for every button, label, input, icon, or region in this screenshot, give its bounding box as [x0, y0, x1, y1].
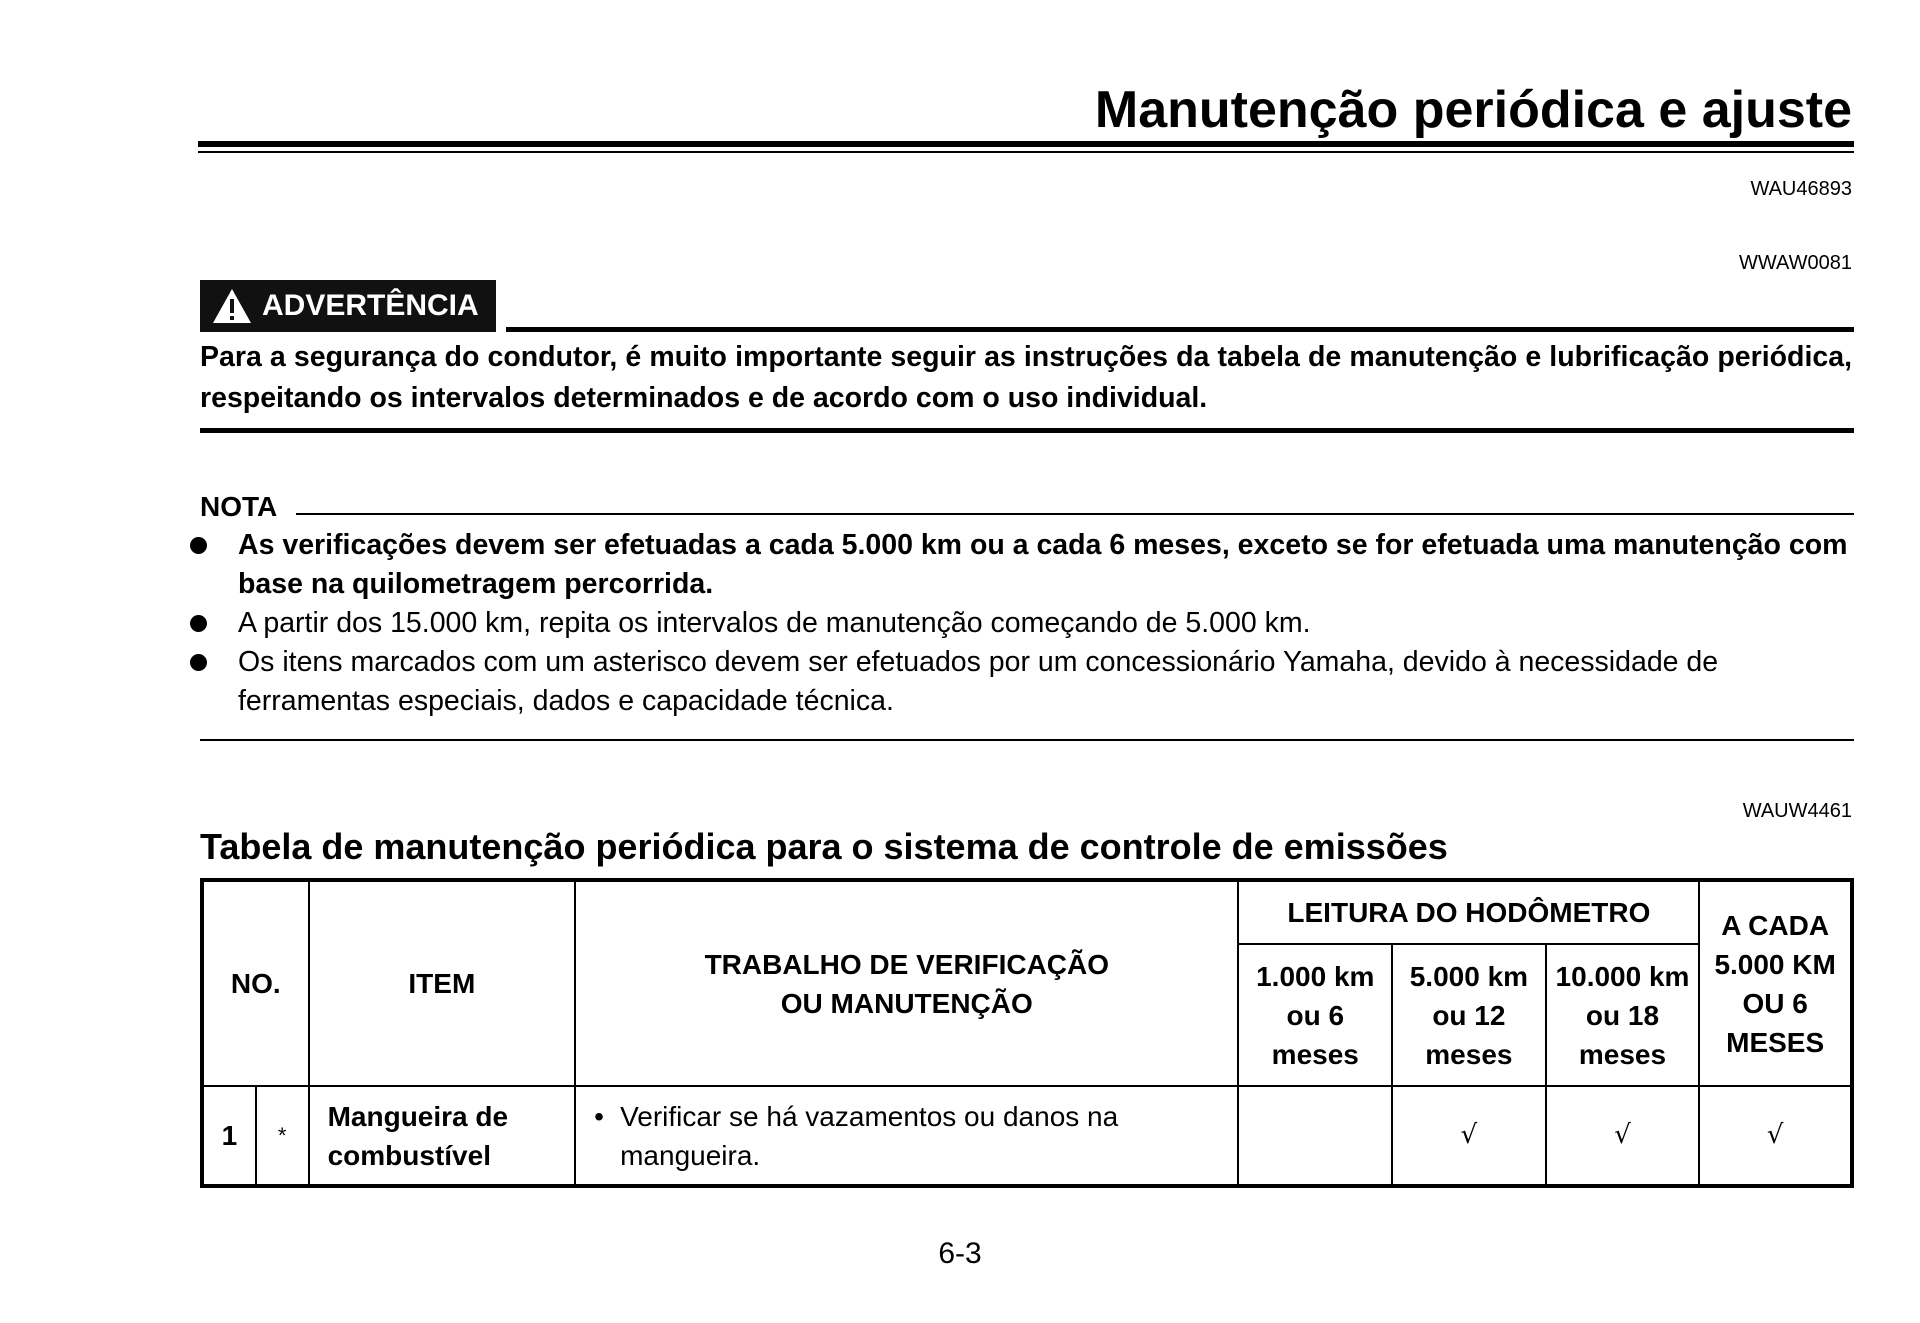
note-rule-top [296, 513, 1854, 515]
header-interval-3: 10.000 km ou 18 meses [1546, 944, 1700, 1086]
bullet-icon [190, 615, 207, 632]
note-label: NOTA [200, 491, 278, 522]
warning-triangle-icon [212, 288, 252, 324]
header-work: TRABALHO DE VERIFICAÇÃO OU MANUTENÇÃO [575, 880, 1238, 1086]
maintenance-table [200, 878, 1854, 1188]
warning-rule-bottom [200, 428, 1854, 433]
note-rule-bottom [200, 739, 1854, 741]
bullet-icon: • [594, 1100, 604, 1132]
note-item: A partir dos 15.000 km, repita os intervalos de manutenção começando de 5.000 km. [190, 604, 1852, 643]
header-rule-thick [198, 141, 1854, 147]
note-list [190, 526, 1852, 721]
warning-text: Para a segurança do condutor, é muito importante seguir as instruções da tabela de manutenção e lubrificação periódica, respeitando os intervalos determinados e de acordo com o uso individual. [200, 341, 1852, 414]
header-interval-1: 1.000 km ou 6 meses [1238, 944, 1392, 1086]
row-check-10000: √ [1546, 1086, 1700, 1186]
bullet-icon [190, 537, 207, 554]
page-title: Manutenção periódica e ajuste [1094, 81, 1852, 139]
section-title: Tabela de manutenção periódica para o sistema de controle de emissões [200, 826, 1448, 867]
header-odometer: LEITURA DO HODÔMETRO [1238, 880, 1699, 944]
row-check-every: √ [1699, 1086, 1852, 1186]
row-work: • Verificar se há vazamentos ou danos na mangueira. [575, 1086, 1238, 1186]
document-code: WAU46893 [1750, 178, 1852, 200]
warning-badge [200, 280, 496, 332]
warning-code: WWAW0081 [1739, 252, 1852, 274]
note-item: As verificações devem ser efetuadas a cada 5.000 km ou a cada 6 meses, exceto se for efetuada uma manutenção com base na quilometragem percorrida. [190, 526, 1852, 604]
row-asterisk: * [256, 1086, 309, 1186]
bullet-icon [190, 654, 207, 671]
note-item: Os itens marcados com um asterisco devem ser efetuados por um concessionário Yamaha, devido à necessidade de ferramentas especiais, dados e capacidade técnica. [190, 643, 1852, 721]
warning-label: ADVERTÊNCIA [262, 289, 479, 322]
header-interval-2: 5.000 km ou 12 meses [1392, 944, 1546, 1086]
header-every: A CADA 5.000 KM OU 6 MESES [1699, 880, 1852, 1086]
header-rule-thin [198, 151, 1854, 153]
table-row [202, 1086, 1852, 1186]
table-code: WAUW4461 [1742, 800, 1852, 822]
row-number: 1 [202, 1086, 256, 1186]
page-number: 6-3 [938, 1237, 982, 1270]
header-no: NO. [202, 880, 309, 1086]
row-check-1000 [1238, 1086, 1392, 1186]
warning-rule-top [506, 327, 1854, 332]
row-item: Mangueira de combustível [309, 1086, 576, 1186]
header-item: ITEM [309, 880, 576, 1086]
row-check-5000: √ [1392, 1086, 1546, 1186]
